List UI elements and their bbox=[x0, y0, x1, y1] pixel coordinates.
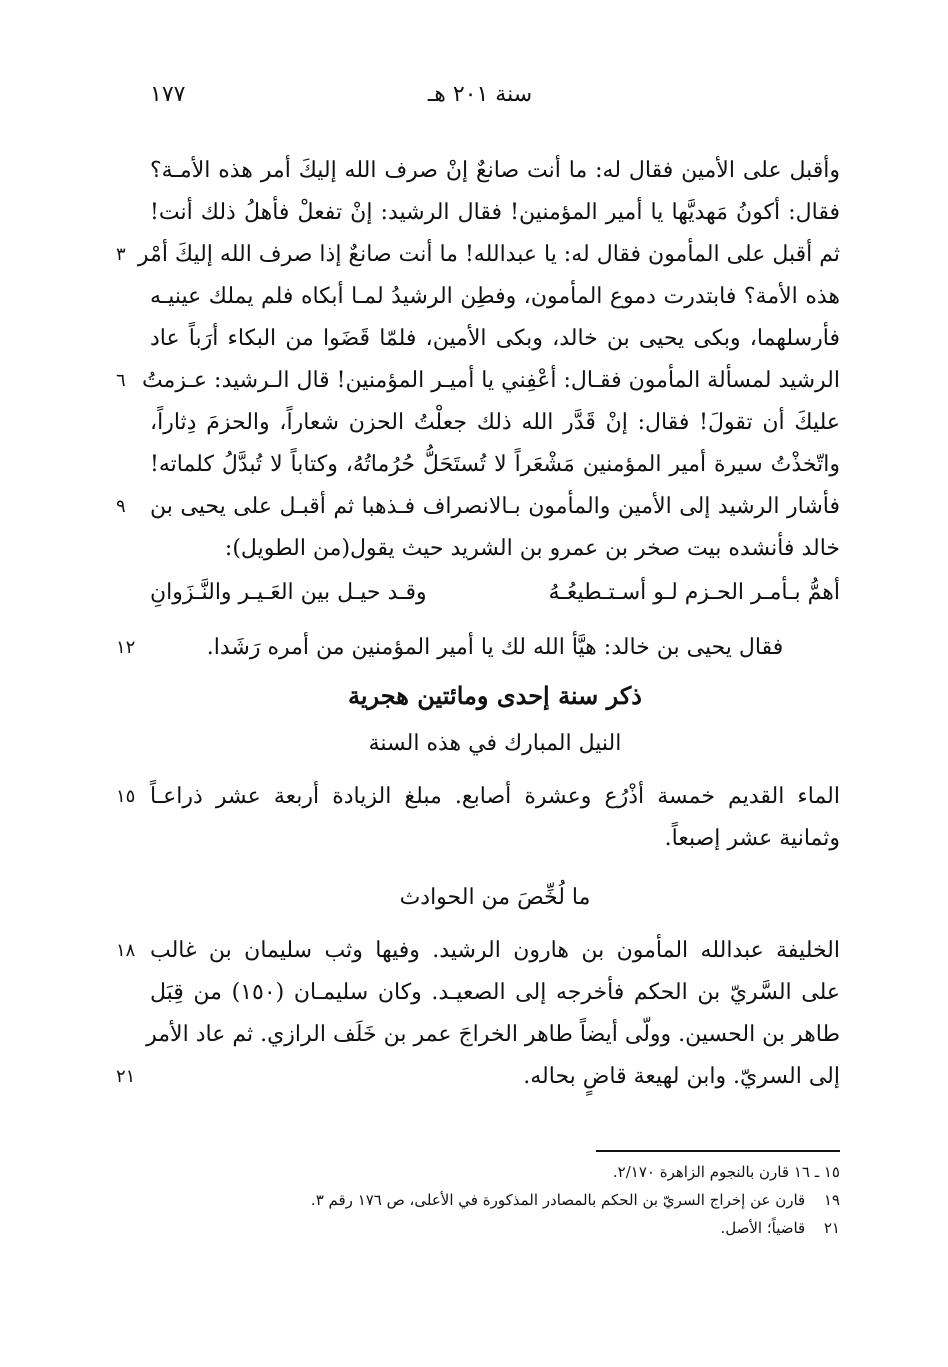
text-line: فقال: أكونُ مَهديَّها يا أمير المؤمنين! فقال الرشيد: إنْ تفعلْ فأهلُ ذلك أنت! bbox=[150, 200, 840, 225]
text-line-content: الخليفة عبدالله المأمون بن هارون الرشيد. وفيها وثب سليمان بن غالب bbox=[150, 938, 840, 963]
page-header bbox=[150, 82, 810, 118]
text-line-content: فأشار الرشيد إلى الأمين والمأمون بـالانصراف فـذهبا ثم أقبـل على يحيى بن bbox=[150, 494, 840, 519]
text-line: واتّخذْتُ سيرة أمير المؤمنين مَشْعَراً لا تُستَحَلُّ حُرُماتُهُ، وكتاباً لا تُبدَّلُ كلماته! bbox=[150, 452, 840, 477]
text-line: فأرسلهما، وبكى يحيى بن خالد، وبكى الأمين، فلمّا قَضَوا من البكاء أرَباً عاد bbox=[150, 326, 840, 351]
verse-second-hemistich: وقـد حيـل بين العَـيـر والنَّـزَوانِ bbox=[150, 580, 427, 605]
text-line-18 bbox=[116, 930, 840, 972]
text-line-content: إلى السريّ. وابن لهيعة قاضٍ بحاله. bbox=[523, 1064, 840, 1089]
line-number: ١٨ bbox=[116, 940, 136, 961]
page-number: ١٧٧ bbox=[150, 82, 186, 107]
text-line: عليكَ أن تقولَ! فقال: إنْ قَدَّر الله ذلك جعلْتُ الحزن شعاراً، والحزمَ دِثاراً، bbox=[150, 410, 840, 435]
footnote bbox=[150, 1186, 840, 1214]
text-line-9 bbox=[116, 486, 840, 528]
footnote-number: ٢١ bbox=[823, 1219, 840, 1237]
text-line: خالد فأنشده بيت صخر بن عمرو بن الشريد حيث يقول(من الطويل): bbox=[224, 536, 840, 561]
line-number: ٩ bbox=[116, 496, 126, 517]
line-number: ٢١ bbox=[116, 1066, 136, 1087]
text-line-21 bbox=[116, 1056, 840, 1098]
footnote-text: قارن عن إخراج السريّ بن الحكم بالمصادر المذكورة في الأعلى، ص ١٧٦ رقم ٣. bbox=[310, 1191, 806, 1209]
text-line: وأقبل على الأمين فقال له: ما أنت صانعٌ إنْ صرف الله إليكَ أمر هذه الأمـة؟ bbox=[150, 158, 840, 183]
text-line-12 bbox=[116, 626, 840, 670]
text-line-content: ثم أقبل على المأمون فقال له: يا عبدالله! ما أنت صانعٌ إذا صرف الله إليكَ أمْر bbox=[137, 242, 840, 267]
footnote-text: قارن بالنجوم الزاهرة ٢/١٧٠. bbox=[612, 1163, 790, 1181]
footnote bbox=[150, 1158, 840, 1186]
footnote bbox=[150, 1214, 840, 1242]
text-line: وثمانية عشر إصبعاً. bbox=[664, 826, 840, 851]
text-line-content: الرشيد لمسألة المأمون فقـال: أعْفِني يا أميـر المؤمنين! قال الـرشيد: عـزمتُ bbox=[141, 368, 840, 393]
footnote-number: ١٥ ـ ١٦ bbox=[793, 1163, 840, 1181]
text-line-content: الماء القديم خمسة أذْرُع وعشرة أصابع. مبلغ الزيادة أربعة عشر ذراعـاً bbox=[150, 784, 840, 809]
text-line: هذه الأمة؟ فابتدرت دموع المأمون، وفطِن الرشيدُ لمـا أبكاه فلم يملك عينيـه bbox=[150, 284, 840, 309]
text-line: طاهر بن الحسين. وولّى أيضاً طاهر الخراجَ عمر بن خَلَف الرازي. ثم عاد الأمر bbox=[146, 1022, 840, 1047]
line-number: ١٢ bbox=[116, 637, 136, 658]
text-line-3 bbox=[116, 234, 840, 276]
footnote-number: ١٩ bbox=[823, 1191, 840, 1209]
poem-verse bbox=[150, 570, 840, 616]
section-title: ذكر سنة إحدى ومائتين هجرية bbox=[347, 681, 642, 710]
verse-first-hemistich: أهمُّ بـأمـر الحـزم لـو أسـتـطيعُـهُ bbox=[548, 580, 840, 605]
text-line-15 bbox=[116, 776, 840, 818]
footnote-text: قاضياً؛ الأصل. bbox=[720, 1219, 806, 1237]
footnote-divider bbox=[596, 1150, 840, 1152]
events-heading: ما لُخِّصَ من الحوادث bbox=[399, 885, 591, 910]
text-line: على السَّريّ بن الحكم فأخرجه إلى الصعيـد. وكان سليمـان (١٥٠) من قِبَل bbox=[150, 980, 841, 1005]
footnotes bbox=[150, 1158, 840, 1242]
line-number: ٣ bbox=[116, 244, 126, 265]
text-line-content: فقال يحيى بن خالد: هيَّأ الله لك يا أمير المؤمنين من أمره رَشَدا. bbox=[206, 635, 784, 660]
running-head: سنة ٢٠١ هـ bbox=[427, 82, 533, 107]
line-number: ١٥ bbox=[116, 786, 136, 807]
line-number: ٦ bbox=[116, 370, 126, 391]
text-line-6 bbox=[116, 360, 840, 402]
body-text bbox=[116, 150, 841, 1098]
nile-heading: النيل المبارك في هذه السنة bbox=[368, 731, 622, 756]
